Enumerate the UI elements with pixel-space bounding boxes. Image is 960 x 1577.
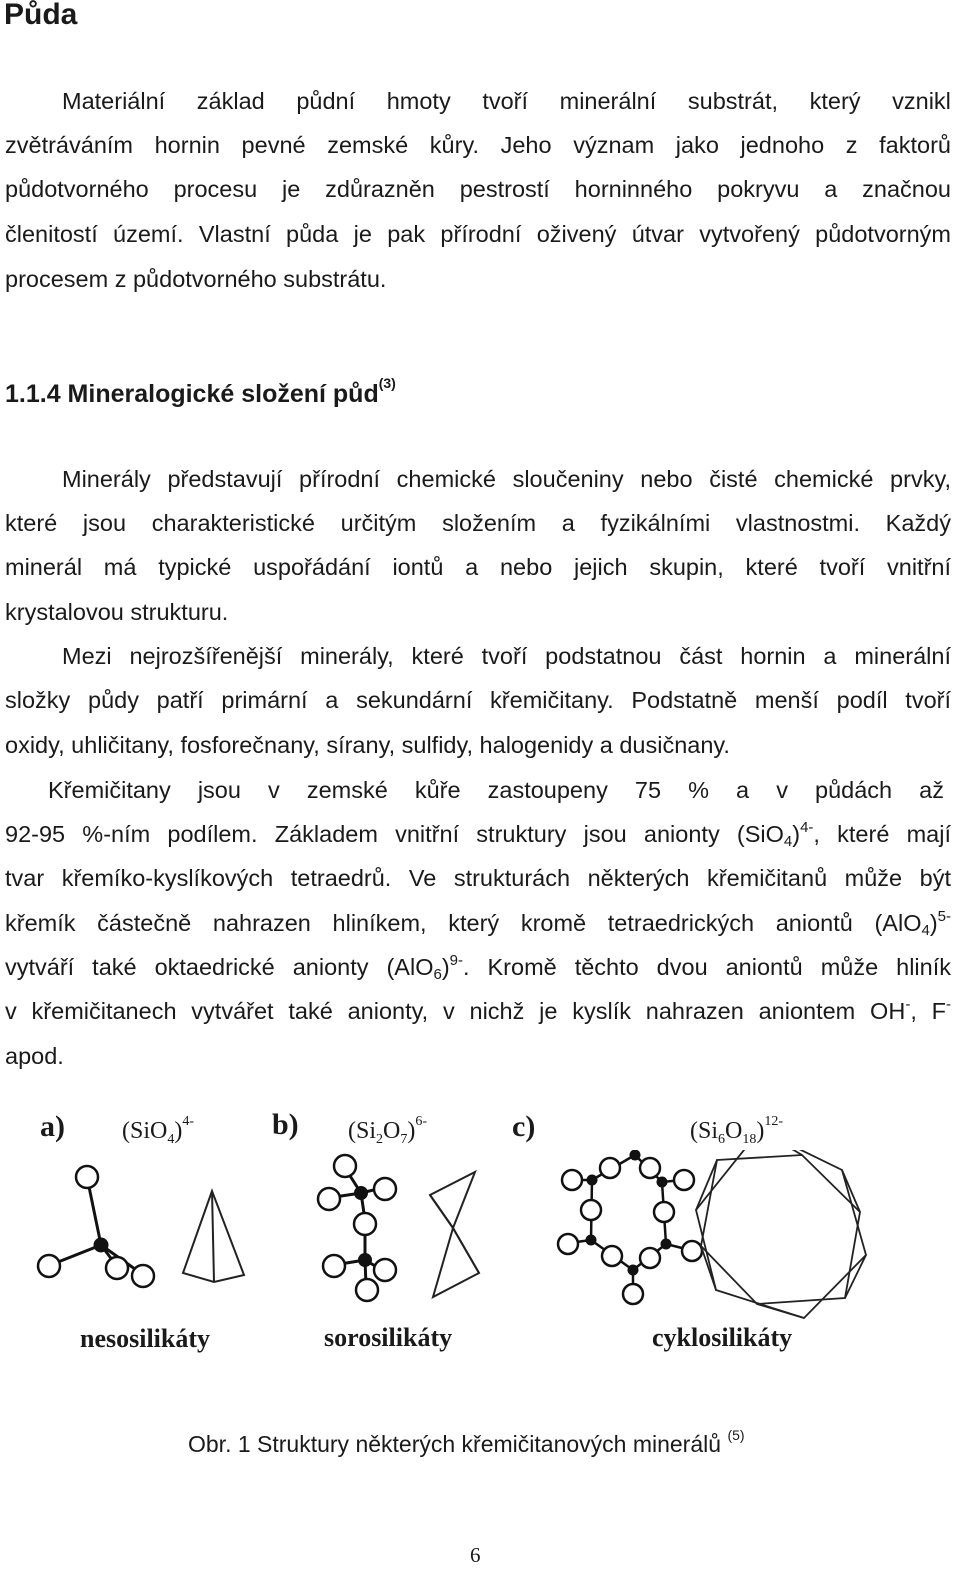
section-reference: (3) (378, 375, 396, 391)
figure-caption-text: Obr. 1 Struktury některých křemičitanových minerálů (188, 1431, 722, 1457)
p3-line-4: křemík částečně nahrazen hliníkem, který kromě tetraedrických aniontů $(AlO_4)^{5-}$ (5, 908, 951, 939)
p2-line-2: složky půdy patří primární a sekundární křemičitany. Podstatně menší podíl tvoří (5, 687, 951, 713)
p3-line-1: Křemičitany jsou v zemské kůře zastoupeny 75 % a v půdách až (48, 777, 944, 803)
p2-line-3: oxidy, uhličitany, fosforečnany, sírany, sulfidy, halogenidy a dusičnany. (5, 732, 730, 758)
p3-line-6: v křemičitanech vytvářet také anionty, v nichž je kyslík nahrazen aniontem OH-, F- (5, 996, 951, 1024)
intro-line-2: zvětráváním hornin pevné zemské kůry. Jeho význam jako jednoho z faktorů (5, 132, 951, 158)
figure-caption-reference: (5) (727, 1427, 745, 1443)
figure-label-a: a) (40, 1110, 65, 1143)
figure-formula-b: $(Si_2O_7)^{6-}$ (348, 1114, 428, 1147)
structure-name-a: nesosilikáty (80, 1324, 211, 1353)
cyclosilicate-ring-drawing (558, 1150, 702, 1304)
figure-formula-a: $(SiO_4)^{4-}$ (122, 1114, 195, 1147)
cyclosilicate-star-drawing (696, 1150, 866, 1318)
p3-line-5: vytváří také oktaedrické anionty $(AlO_6)^{9-}$. Kromě těchto dvou aniontů může hliník (5, 952, 951, 983)
silicate-structures-figure (0, 1150, 960, 1330)
section-heading (5, 375, 396, 409)
intro-line-3: půdotvorného procesu je zdůrazněn pestrostí horninného pokryvu a značnou (5, 176, 951, 202)
p1-line-4: krystalovou strukturu. (5, 599, 229, 625)
p1-line-1: Minerály představují přírodní chemické sloučeniny nebo čisté chemické prvky, (62, 466, 951, 492)
intro-line-4: členitostí území. Vlastní půda je pak přírodní oživený útvar vytvořený půdotvorným (5, 221, 951, 247)
structure-name-c: cyklosilikáty (652, 1323, 793, 1352)
p3-line-3: tvar křemíko-kyslíkových tetraedrů. Ve strukturách některých křemičitanů může být (5, 865, 951, 891)
p1-line-3: minerál má typické uspořádání iontů a nebo jejich skupin, které tvoří vnitřní (5, 554, 951, 580)
figure-label-b: b) (272, 1108, 299, 1141)
p2-line-1: Mezi nejrozšířenější minerály, které tvoří podstatnou část hornin a minerální (62, 643, 951, 669)
page-title: Půda (4, 0, 78, 31)
p3-line-2: 92-95 %-ním podílem. Základem vnitřní struktury jsou anionty $(SiO_4)^{4-}$, které mají (5, 819, 951, 850)
nesosilicate-tetrahedron-drawing (38, 1166, 154, 1287)
figure-label-c: c) (512, 1110, 536, 1143)
intro-line-5: procesem z půdotvorného substrátu. (5, 266, 387, 292)
structure-name-b: sorosilikáty (324, 1323, 453, 1352)
p3-line-7: apod. (5, 1043, 64, 1069)
tetrahedron-polyhedron-drawing (183, 1191, 244, 1282)
p1-line-2: které jsou charakteristické určitým složením a fyzikálními vlastnostmi. Každý (5, 510, 951, 536)
page-number: 6 (470, 1543, 481, 1567)
sorosilicate-ball-stick-drawing (318, 1155, 396, 1301)
figure-caption (188, 1427, 745, 1458)
double-tetrahedron-polyhedron-drawing (430, 1172, 479, 1297)
figure-formula-c: $(Si_6O_{18})^{12-}$ (690, 1114, 784, 1147)
intro-line-1: Materiální základ půdní hmoty tvoří minerální substrát, který vznikl (62, 88, 951, 114)
section-title: 1.1.4 Mineralogické složení půd (5, 380, 379, 408)
